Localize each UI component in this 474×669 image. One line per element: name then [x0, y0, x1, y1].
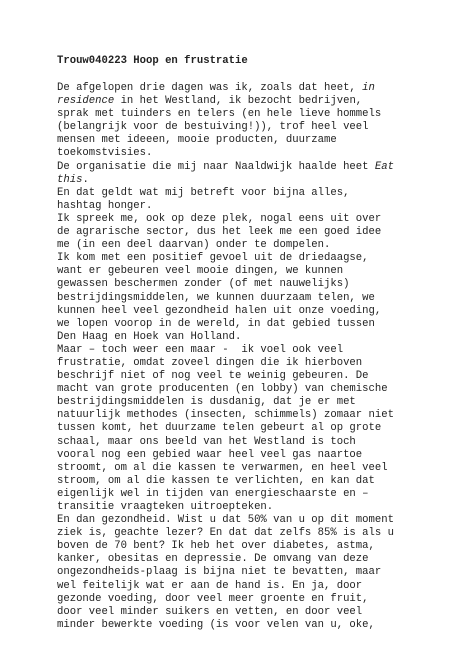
text-run: bestrijdingsmiddelen is dusdanig, dat je er met: [57, 396, 356, 409]
text-line: [57, 187, 457, 200]
text-line: [57, 265, 457, 278]
text-line: [57, 370, 457, 383]
text-line: [57, 449, 457, 462]
text-run: De organisatie die mij naar Naaldwijk haalde heet: [57, 160, 375, 173]
text-run: macht van grote producenten (en lobby) van chemische: [57, 383, 388, 396]
document-title: Trouw040223 Hoop en frustratie: [57, 55, 248, 67]
text-line: [57, 147, 457, 160]
text-run: in het Westland, ik bezocht bedrijven,: [114, 95, 363, 108]
text-line: [57, 580, 457, 593]
text-line: [57, 514, 457, 527]
text-line: [57, 540, 457, 553]
text-run: De afgelopen drie dagen was ik, zoals dat heet,: [57, 82, 363, 94]
text-run: Ik kom met een positief gevoel uit de driedaagse,: [57, 252, 369, 265]
text-run: sprak met tuinders en telers (en hele lieve hommels: [57, 108, 382, 121]
document-body: [57, 82, 457, 632]
text-run: mensen met ideeen, mooie producten, duurzame: [57, 134, 337, 147]
text-run: En dat geldt wat mij betreft voor bijna alles,: [57, 186, 350, 199]
text-run: me (in een deel daarvan) onder te dompelen.: [57, 239, 331, 252]
text-line: [57, 396, 457, 409]
text-line: [57, 409, 457, 422]
text-run: bestrijdingsmiddelen, we kunnen duurzaam telen, we: [57, 291, 375, 304]
text-line: [57, 593, 457, 606]
text-run: schaal, maar ons beeld van het Westland is toch: [57, 435, 356, 448]
text-run: (belangrijk voor de bestuiving!)), trof heel veel: [57, 121, 369, 134]
text-line: [57, 174, 457, 187]
text-line: [57, 422, 457, 435]
text-run: stroomt, om al die kassen te verwarmen, en heel veel: [57, 461, 388, 474]
text-line: [57, 292, 457, 305]
text-run: En dan gezondheid. Wist u dat 50% van u op dit moment: [57, 514, 394, 527]
text-run: ongezondheids-plaag is bijna niet te bevatten, maar: [57, 566, 382, 579]
text-run: transitie vraagteken uitroepteken.: [57, 501, 274, 513]
text-line: [57, 475, 457, 488]
italic-text: Eat: [374, 160, 394, 173]
text-line: [57, 488, 457, 501]
text-run: minder bewerkte voeding (is voor velen van u, oke,: [57, 618, 375, 631]
text-line: [57, 383, 457, 396]
text-run: stroom, om al die kassen te verlichten, en kan dat: [57, 474, 375, 487]
italic-text: residence: [57, 95, 115, 108]
text-line: [57, 161, 457, 174]
text-run: gezonde voeding, door veel meer groente en fruit,: [57, 592, 369, 605]
text-line: [57, 305, 457, 318]
text-run: Ik spreek me, ook op deze plek, nogal eens uit over: [57, 212, 382, 225]
text-line: [57, 239, 457, 252]
text-run: door veel minder suikers en vetten, en door veel: [57, 605, 363, 618]
text-run: ziek is, geachte lezer? En dat dat zelfs 85% is als u: [57, 527, 394, 540]
text-line: [57, 501, 457, 514]
text-run: natuurlijk methodes (insecten, schimmels) zomaar niet: [57, 409, 394, 422]
text-run: frustratie, omdat zoveel dingen die ik hierboven: [57, 356, 363, 369]
text-line: [57, 462, 457, 475]
text-line: [57, 606, 457, 619]
text-run: wel feitelijk wat er aan de hand is. En ja, door: [57, 579, 363, 592]
text-line: [57, 278, 457, 291]
text-run: kunnen heel veel gezondheid halen uit onze voeding,: [57, 304, 382, 317]
text-line: [57, 134, 457, 147]
text-line: [57, 566, 457, 579]
italic-text: this: [57, 173, 83, 186]
text-line: [57, 527, 457, 540]
text-line: [57, 108, 457, 121]
text-run: beschrijf niet of nog veel te weinig gebeuren. De: [57, 370, 369, 383]
text-line: [57, 553, 457, 566]
text-run: vooral nog een gebied waar heel veel gas naartoe: [57, 448, 363, 461]
text-line: [57, 619, 457, 632]
text-run: toekomstvisies.: [57, 147, 153, 160]
text-run: eigenlijk wel in tijden van energieschaarste en –: [57, 487, 369, 500]
text-run: want er gebeuren veel mooie dingen, we kunnen: [57, 265, 344, 278]
text-run: boven de 70 bent? Ik heb het over diabetes, astma,: [57, 540, 375, 553]
text-line: [57, 200, 457, 213]
text-line: [57, 436, 457, 449]
text-run: Maar – toch weer een maar - ik voel ook veel: [57, 343, 344, 356]
text-run: .: [82, 173, 89, 186]
text-run: hashtag honger.: [57, 199, 153, 212]
text-run: Den Haag en Hoek van Holland.: [57, 330, 242, 343]
text-line: [57, 213, 457, 226]
text-line: [57, 318, 457, 331]
text-run: we lopen voorop in de wereld, in dat gebied tussen: [57, 317, 375, 330]
text-run: de agrarische sector, dus het leek me een goed idee: [57, 226, 382, 239]
text-line: [57, 95, 457, 108]
text-line: [57, 331, 457, 344]
text-line: [57, 357, 457, 370]
text-line: [57, 226, 457, 239]
text-line: [57, 344, 457, 357]
text-run: tussen komt, het duurzame telen gebeurt al op grote: [57, 422, 382, 435]
text-run: gewassen beschermen zonder (of met nauwelijks): [57, 278, 350, 291]
italic-text: in: [362, 82, 375, 94]
text-line: [57, 252, 457, 265]
text-run: kanker, obesitas en depressie. De omvang van deze: [57, 553, 369, 566]
text-line: [57, 121, 457, 134]
text-line: [57, 82, 457, 95]
